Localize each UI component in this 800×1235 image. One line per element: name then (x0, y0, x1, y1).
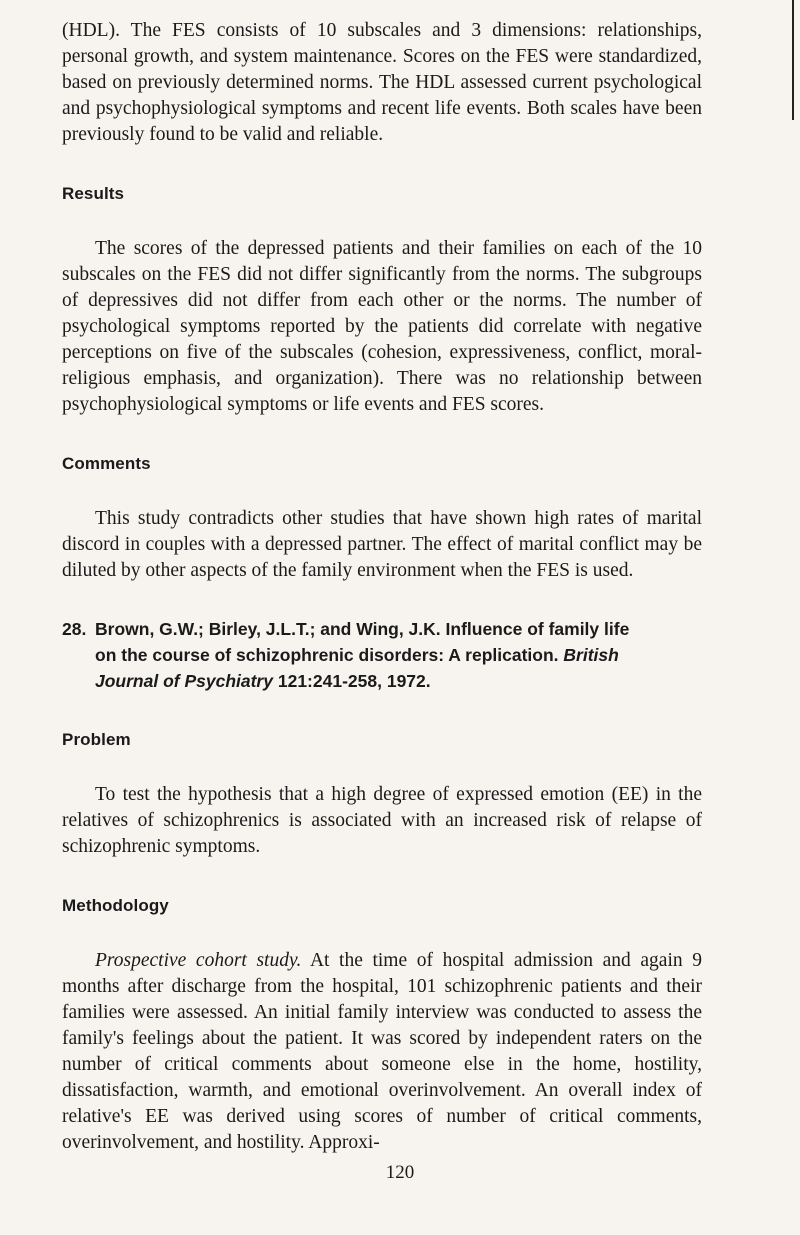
methodology-paragraph (62, 948, 702, 1156)
methodology-lead: Prospective cohort study. (95, 950, 302, 971)
methodology-text: At the time of hospital admission and again 9 months after discharge from the hospital, 101 schizophrenic patients and their families were assessed. An initial family interview was conducted to assess the family's feelings about the patient. It was scored by independent raters on the number of critical comments about someone else in the home, hostility, dissatisfaction, warmth, and emotional overinvolvement. An overall index of relative's EE was derived using scores of number of critical comments, overinvolvement, and hostility. Approxi- (62, 950, 702, 1153)
citation-journal-part1: British (563, 645, 619, 665)
citation-journal-part2: Journal of Psychiatry (95, 671, 273, 691)
page-edge-mark (792, 0, 794, 120)
problem-paragraph: To test the hypothesis that a high degree of expressed emotion (EE) in the relatives of schizophrenics is associated with an increased risk of relapse of schizophrenic symptoms. (62, 784, 702, 857)
citation-volume: 121:241-258, 1972. (277, 671, 431, 691)
citation-title-continued: on the course of schizophrenic disorders: A replication. (95, 645, 559, 665)
citation-number: 28. (62, 619, 87, 639)
citation-authors-line: Brown, G.W.; Birley, J.L.T.; and Wing, J.K. Influence of family life (95, 619, 630, 639)
citation-entry (62, 616, 702, 694)
methodology-heading: Methodology (62, 896, 169, 915)
results-paragraph: The scores of the depressed patients and their families on each of the 10 subscales on the FES did not differ significantly from the norms. The subgroups of depressives did not differ from each other or the norms. The number of psychological symptoms reported by the patients did correlate with negative perceptions on five of the subscales (cohesion, expressiveness, conflict, moral-religious emphasis, and organization). There was no relationship between psychophysiological symptoms or life events and FES scores. (62, 238, 702, 415)
results-heading: Results (62, 184, 125, 203)
comments-paragraph: This study contradicts other studies that have shown high rates of marital discord in couples with a depressed partner. The effect of marital conflict may be diluted by other aspects of the family environment when the FES is used. (62, 508, 702, 581)
problem-heading: Problem (62, 730, 131, 749)
citation-title-line (95, 642, 702, 668)
page-number: 120 (385, 1162, 415, 1183)
citation-journal-line (95, 668, 702, 694)
comments-heading: Comments (62, 454, 151, 473)
intro-paragraph: (HDL). The FES consists of 10 subscales and 3 dimensions: relationships, personal growth, and system maintenance. Scores on the FES were standardized, based on previously determined norms. The HDL assessed current psychological and psychophysiological symptoms and recent life events. Both scales have been previously found to be valid and reliable. (62, 20, 702, 145)
